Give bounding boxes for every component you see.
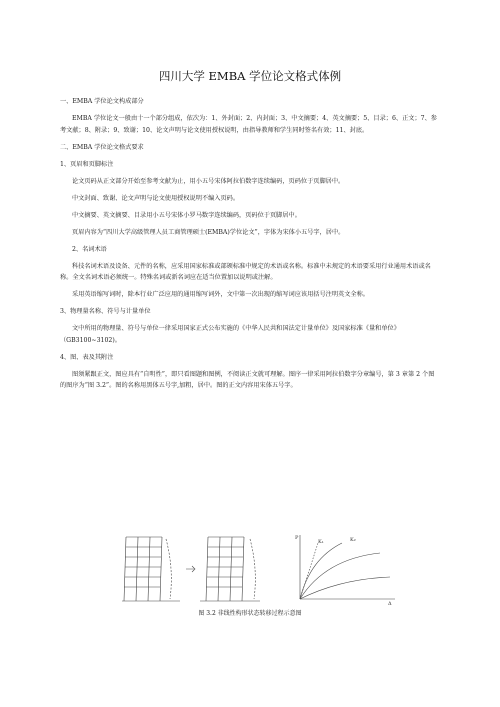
frame-diagram-middle	[186, 537, 260, 601]
subsection-1-heading: 1、页眉和页脚标注	[60, 160, 114, 168]
subsection-2-paragraph-2: 采用英语缩写词时，除本行业广泛应用的通用缩写词外，文中第一次出现的缩写词应该用括号注明英文全称。	[72, 291, 369, 298]
subsection-2-heading: 2、名词术语	[72, 245, 107, 253]
figure-label-k2: K₂	[350, 537, 356, 543]
section-2-heading: 二、EMBA 学位论文格式要求	[60, 143, 144, 151]
frame-diagram-left	[122, 537, 180, 601]
subsection-1-paragraph-2: 中文封面、致谢、论文声明与论文使用授权说明不编入页码。	[72, 194, 240, 202]
subsection-4-paragraph: 图须紧跟正文，图应具有“自明性”，即只看图题和图例，不阅读正文就可理解。图序一律采用阿拉伯数字分章编号，第 3 章第 2 个图的图序为“图 3.2”。图的名称用黑体五号字,加粗，居中。图的正文内容用宋体五号字。	[60, 370, 435, 389]
section-1-heading: 一、EMBA 学位论文构成部分	[60, 98, 144, 105]
subsection-1-paragraph-3: 中文摘要、英文摘要、目录用小五号宋体小罗马数字连续编码，页码位于页脚居中。	[72, 211, 301, 219]
figure-label-delta: Δ	[388, 601, 392, 605]
subsection-3-paragraph: 文中所用的物理量、符号与单位一律采用国家正式公布实施的《中华人民共和国法定计量单位》及国家标准《量和单位》（GB3100~3102)。	[60, 325, 400, 344]
subsection-2-paragraph-1: 科技名词术语及设备、元件的名称，应采用国家标准或部颁标准中规定的术语或名称。标准中未规定的术语要采用行业通用术语或名称。全文名词术语必须统一。特殊名词或新名词应在适当位置加以说明或注解。	[60, 262, 431, 281]
load-displacement-curve	[300, 535, 395, 599]
figure-3-2-illustration	[110, 529, 400, 605]
subsection-4-heading: 4、图、表及其附注	[60, 353, 114, 361]
subsection-1-paragraph-4: 页眉内容为“四川大学高级管理人员工商管理硕士(EMBA)学位论文”，字体为宋体小五号字，居中。	[72, 228, 345, 236]
document-body	[60, 96, 440, 397]
document-title: 四川大学 EMBA 学位论文格式体例	[158, 69, 342, 83]
figure-caption: 图 3.2 非线性构形状态转移过程示意图	[198, 610, 302, 617]
subsection-1-paragraph-1: 论文页码从正文部分开始至参考文献为止，用小五号宋体阿拉伯数字连续编码，页码位于页脚居中。	[72, 177, 345, 185]
figure-label-k1: K₁	[318, 539, 324, 545]
subsection-3-heading: 3、物理量名称、符号与计量单位	[60, 308, 151, 315]
figure-label-p: P	[295, 535, 299, 541]
section-1-paragraph: EMBA 学位论文一般由十一个部分组成，依次为：1、外封面；2、内封面；3、中文摘要；4、英文摘要；5、目录；6、正文；7、参考文献；8、附录；9、致谢；10、论文声明与论文使用授权说明，由指导教师和学生同时签名有效；11、封底。	[60, 115, 437, 134]
